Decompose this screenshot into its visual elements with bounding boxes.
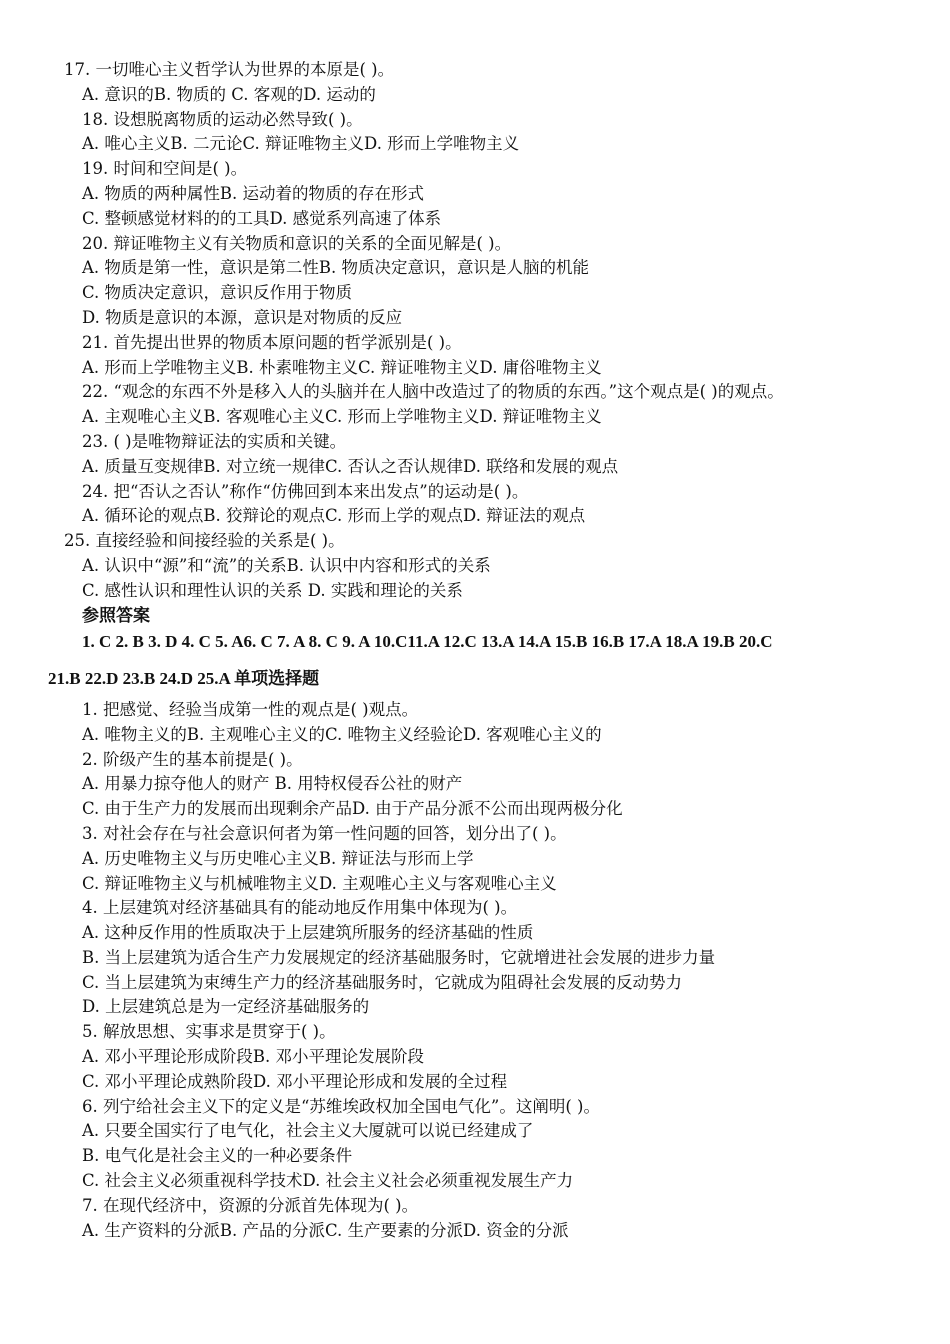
text-line: B. 电气化是社会主义的一种必要条件 — [82, 1146, 353, 1166]
text-line: C. 当上层建筑为束缚生产力的经济基础服务时，它就成为阻碍社会发展的反动势力 — [82, 972, 683, 992]
text-line: A. 唯心主义B. 二元论C. 辩证唯物主义D. 形而上学唯物主义 — [82, 134, 520, 154]
text-line: C. 感性认识和理性认识的关系 D. 实践和理论的关系 — [82, 580, 463, 600]
text-line: D. 上层建筑总是为一定经济基础服务的 — [82, 997, 370, 1017]
document-page — [0, 58, 950, 1243]
text-line: A. 只要全国实行了电气化，社会主义大厦就可以说已经建成了 — [82, 1121, 534, 1141]
answer-key-title: 参照答案 — [82, 605, 150, 625]
text-line: 23. ( )是唯物辩证法的实质和关键。 — [82, 431, 347, 451]
text-line: A. 物质的两种属性B. 运动着的物质的存在形式 — [82, 183, 425, 203]
question-section-2 — [0, 698, 950, 1244]
text-line: C. 社会主义必须重视科学技术D. 社会主义社会必须重视发展生产力 — [82, 1171, 574, 1191]
text-line: A. 生产资料的分派B. 产品的分派C. 生产要素的分派D. 资金的分派 — [82, 1220, 569, 1240]
answer-key — [0, 604, 950, 692]
text-line: C. 物质决定意识，意识反作用于物质 — [82, 283, 353, 303]
text-line: 3. 对社会存在与社会意识何者为第一性问题的回答，划分出了( )。 — [82, 823, 567, 843]
text-line: C. 辩证唯物主义与机械唯物主义D. 主观唯心主义与客观唯心主义 — [82, 873, 557, 893]
text-line: A. 意识的B. 物质的 C. 客观的D. 运动的 — [82, 84, 376, 104]
text-line: A. 物质是第一性，意识是第二性B. 物质决定意识，意识是人脑的机能 — [82, 258, 590, 278]
text-line: 19. 时间和空间是( )。 — [82, 159, 248, 179]
text-line: C. 整顿感觉材料的的工具D. 感觉系列高速了体系 — [82, 208, 442, 228]
question-section-1 — [0, 58, 950, 604]
text-line: C. 由于生产力的发展而出现剩余产品D. 由于产品分派不公而出现两极分化 — [82, 799, 623, 819]
text-line: A. 历史唯物主义与历史唯心主义B. 辩证法与形而上学 — [82, 848, 474, 868]
text-line: 25. 直接经验和间接经验的关系是( )。 — [64, 531, 345, 551]
text-line: A. 这种反作用的性质取决于上层建筑所服务的经济基础的性质 — [82, 923, 534, 943]
text-line: 7. 在现代经济中，资源的分派首先体现为( )。 — [82, 1195, 419, 1215]
text-line: B. 当上层建筑为适合生产力发展规定的经济基础服务时，它就增进社会发展的进步力量 — [82, 947, 716, 967]
text-line: A. 邓小平理论形成阶段B. 邓小平理论发展阶段 — [82, 1047, 425, 1067]
text-line: A. 主观唯心主义B. 客观唯心主义C. 形而上学唯物主义D. 辩证唯物主义 — [82, 407, 602, 427]
answer-key-line-1: 1. C 2. B 3. D 4. C 5. A6. C 7. A 8. C 9. A 10.C11.A 12.C 13.A 14.A 15.B 16.B 17.A 18.A 19.B 20.C — [82, 632, 773, 652]
text-line: A. 唯物主义的B. 主观唯心主义的C. 唯物主义经验论D. 客观唯心主义的 — [82, 724, 602, 744]
text-line: 1. 把感觉、经验当成第一性的观点是( )观点。 — [82, 699, 419, 719]
text-line: A. 认识中“源”和“流”的关系B. 认识中内容和形式的关系 — [82, 555, 491, 575]
text-line: 22. “观念的东西不外是移入人的头脑并在人脑中改造过了的物质的东西。”这个观点是( )的观点。 — [82, 382, 784, 402]
text-line: 17. 一切唯心主义哲学认为世界的本原是( )。 — [64, 60, 395, 79]
text-line: 20. 辩证唯物主义有关物质和意识的关系的全面见解是( )。 — [82, 233, 512, 253]
text-line: A. 形而上学唯物主义B. 朴素唯物主义C. 辩证唯物主义D. 庸俗唯物主义 — [82, 357, 602, 377]
text-line: C. 邓小平理论成熟阶段D. 邓小平理论形成和发展的全过程 — [82, 1071, 508, 1091]
text-line: A. 循环论的观点B. 狡辩论的观点C. 形而上学的观点D. 辩证法的观点 — [82, 506, 586, 526]
text-line: 21. 首先提出世界的物质本原问题的哲学派别是( )。 — [82, 332, 462, 352]
text-line: 5. 解放思想、实事求是贯穿于( )。 — [82, 1022, 336, 1042]
text-line: D. 物质是意识的本源，意识是对物质的反应 — [82, 307, 403, 327]
text-line: 4. 上层建筑对经济基础具有的能动地反作用集中体现为( )。 — [82, 898, 518, 918]
text-line: 2. 阶级产生的基本前提是( )。 — [82, 749, 303, 769]
answer-key-line-2: 21.B 22.D 23.B 24.D 25.A 单项选择题 — [48, 669, 320, 689]
text-line: A. 质量互变规律B. 对立统一规律C. 否认之否认规律D. 联络和发展的观点 — [82, 456, 619, 476]
text-line: A. 用暴力掠夺他人的财产 B. 用特权侵吞公社的财产 — [82, 774, 463, 794]
text-line: 24. 把“否认之否认”称作“仿佛回到本来出发点”的运动是( )。 — [82, 481, 529, 501]
text-line: 6. 列宁给社会主义下的定义是“苏维埃政权加全国电气化”。这阐明( )。 — [82, 1096, 600, 1116]
text-line: 18. 设想脱离物质的运动必然导致( )。 — [82, 109, 363, 129]
